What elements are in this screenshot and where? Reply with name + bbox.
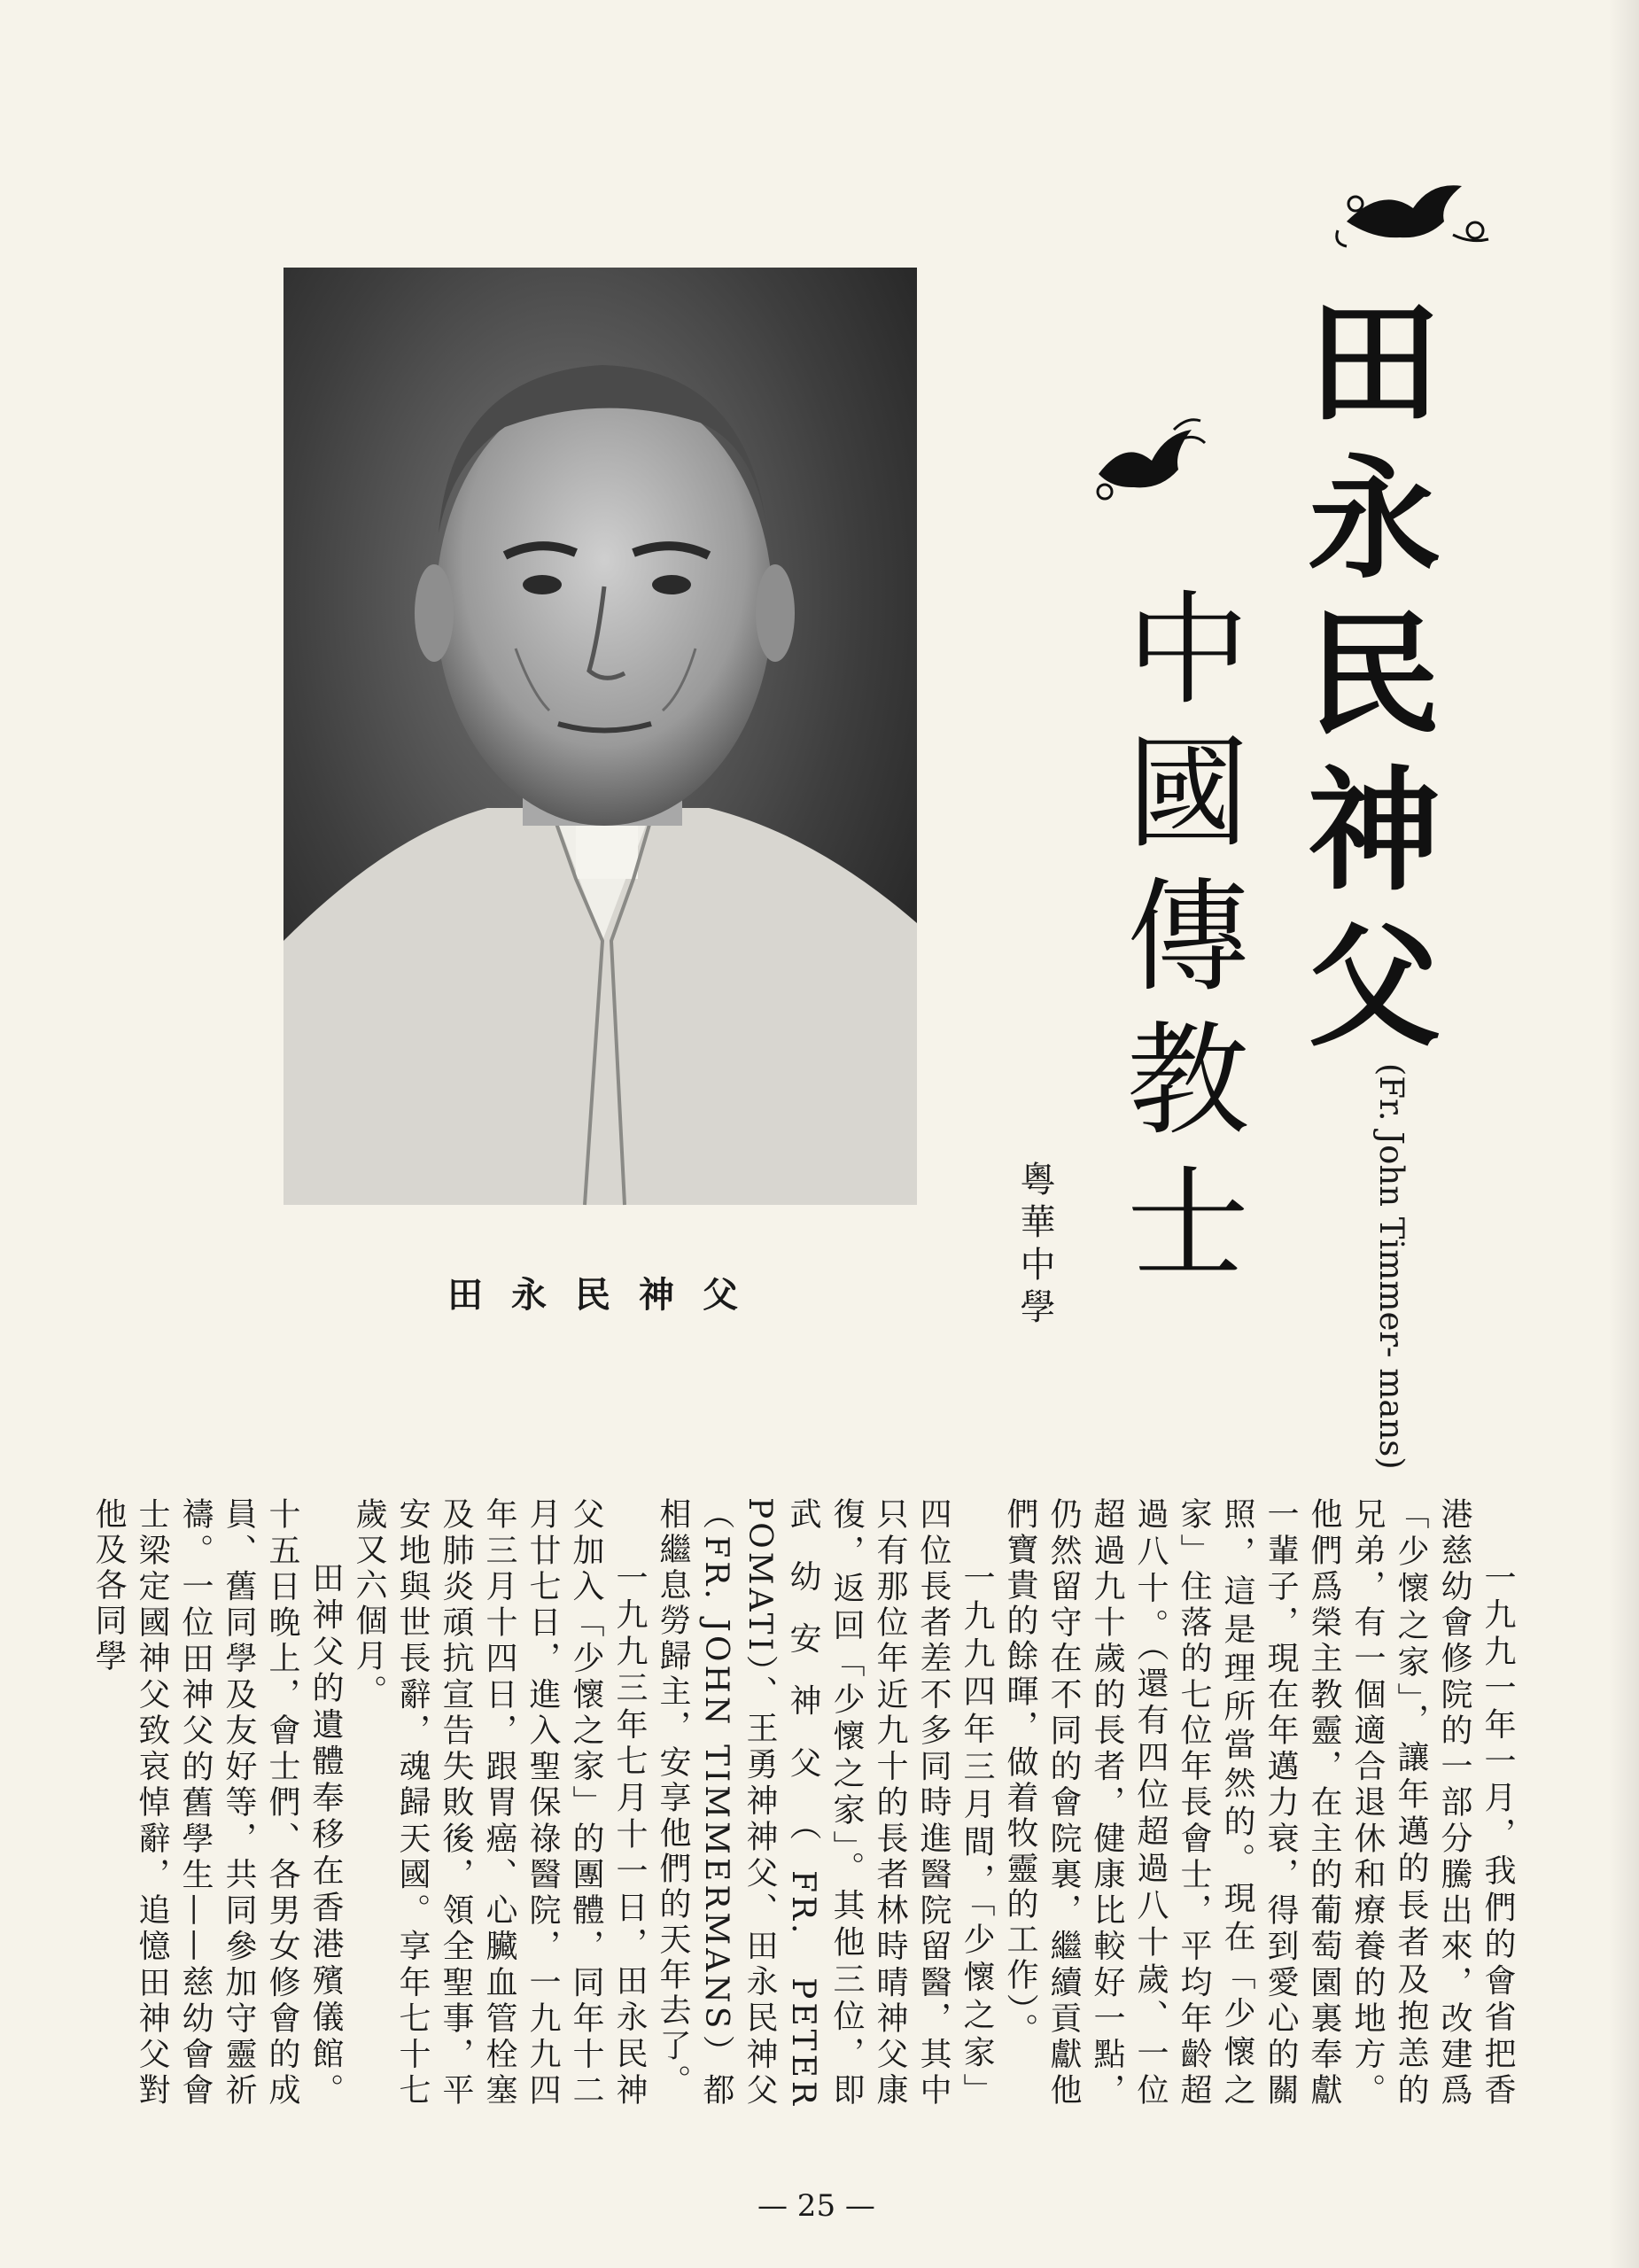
dove-ornament-middle-icon <box>1085 412 1209 509</box>
article-body <box>90 1497 1519 2109</box>
photo-caption: 田永民神父 <box>447 1274 766 1316</box>
english-name: (Fr. John Timmer- mans) <box>1372 1063 1410 1470</box>
article-subtitle: 中國傳教士 <box>1107 585 1249 1302</box>
page-number: — 25 — <box>757 2188 875 2224</box>
body-paragraph-4: 田神父的遺體奉移在香港殯儀館。十五日晚上，會士們、各男女修會的成員、舊同學及友好等，共同參加守靈祈禱。一位田神父的舊學生——慈幼會會士梁定國神父致哀悼辭，追憶田神父對他及各同學 <box>90 1497 344 2109</box>
body-paragraph-1: 一九九一年一月，我們的會省把香港慈幼會修院的一部分騰出來，改建爲「少懷之家」，讓年邁的長者及抱恙的兄弟，有一個適合退休和療養的地方。他們爲榮主教靈，在主的葡萄園裏奉獻一輩子，現在年邁力衰，得到愛心的關照，這是理所當然的。現在「少懷之家」住落的七位年長會士，平均年齡超過八十。（還有四位超過八十歲、一位超過九十歲的長者，健康比較好一點，仍然留守在不同的會院裏，繼續貢獻他們寶貴的餘暉，做着牧靈的工作）。 <box>1002 1497 1516 2109</box>
body-paragraph-2: 一九九四年三月間，「少懷之家」四位長者差不多同時進醫院留醫，其中只有那位年近九十的長者林時晴神父康復，返回「少懷之家」。其他三位，即武幼安神父（FR. PETER POMATI）、王勇神神父、田永民神父（FR. JOHN TIMMERMANS）都相繼息勞歸主，安享他們的天年去了。 <box>655 1497 995 2109</box>
portrait-photo <box>284 268 917 1205</box>
article-title: 田永民神父 <box>1285 292 1441 1072</box>
author-byline: 粵華中學 <box>1014 1161 1055 1331</box>
page-edge-shadow <box>1609 0 1639 2268</box>
body-paragraph-3: 一九九三年七月十一日，田永民神父加入「少懷之家」的團體，同年十二月廿七日，進入聖保祿醫院，一九九四年三月十四日，跟胃癌、心臟血管栓塞及肺炎頑抗宣告失敗後，領全聖事，平安地與世長辭，魂歸天國。享年七十七歲又六個月。 <box>351 1497 648 2109</box>
dove-ornament-top-icon <box>1329 168 1497 266</box>
